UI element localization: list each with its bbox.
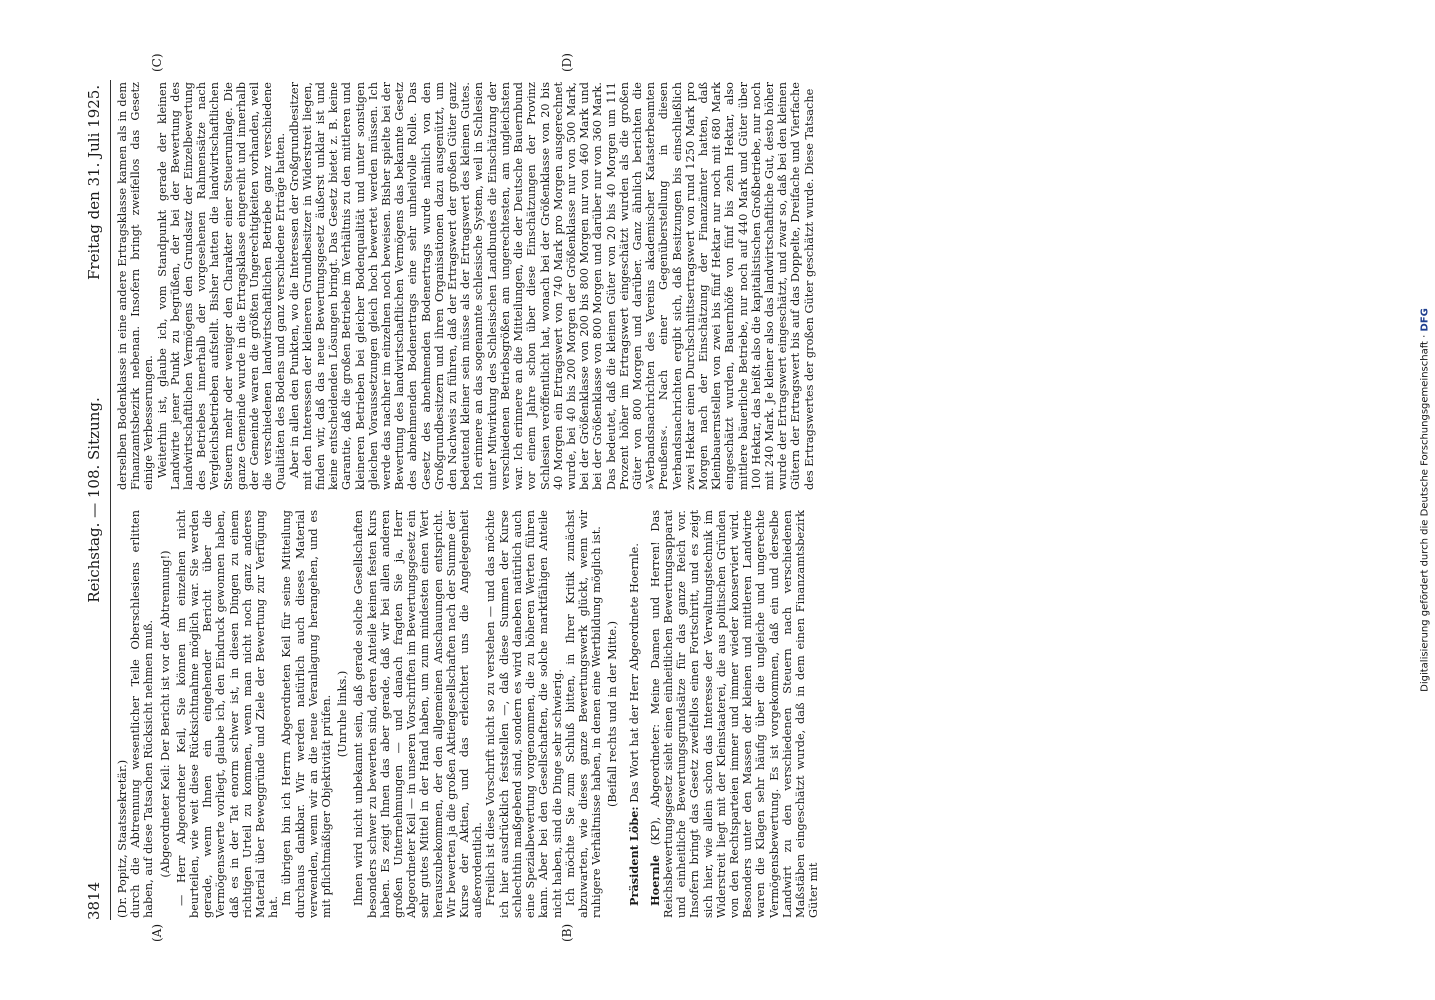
paragraph: Im übrigen bin ich Herrn Abgeordneten Keil für seine Mitteilung durchaus dankbar. Wir werden natürlich auch dieses Material verwenden, wenn wir an die neue Veranlagung herangehen, und es mit pflichtmäßiger Objektivität prüfen. [280, 510, 334, 918]
speaker-prefix: (Dr. Popitz, Staatssekretär.) [116, 759, 129, 918]
speaker-name: Präsident Löbe: [626, 806, 641, 906]
paragraph: Aber in allen den Punkten, wo die Interessen der Großgrundbesitzer mit den Interessen der kleineren Grundbesitzer in Widerstreit liegen, finden wir, daß das neue Bewertungsgesetz äußerst unklar ist und keine entscheidenden Lösungen bringt. Das Gesetz bietet z. B. keine Garantie, daß die großen Betriebe im Verhältnis zu den mittleren und kleineren Betrieben bei gleicher Bodenqualität und unter sonstigen gleichen Voraussetzungen gleich hoch bewertet werden müssen. Ich werde das nachher im einzelnen noch beweisen. Bisher spielte bei der Bewertung des landwirtschaftlichen Vermögens das bekannte Gesetz des abnehmenden Bodenertrags eine sehr unheilvolle Rolle. Das Gesetz des abnehmenden Bodenertrags wurde nämlich von den Großgrundbesitzern und ihren Organisationen dazu ausgenützt, um den Nachweis zu führen, daß der Ertragswert der großen Güter ganz bedeutend kleiner sein müsse als der Ertragswert des kleinen Gutes. Ich erinnere an das sogenannte schlesische System, weil in Schlesien unter Mitwirkung des Schlesischen Landbundes die Einschätzung der verschiedenen Betriebsgrößen am ungerechtesten, am ungleichsten war. Ich erinnere an die Mitteilungen, die der Deutsche Bauernbund vor einem Jahre schon über diese Einschätzungen der Provinz Schlesien veröffentlicht hat, wonach bei der Größenklasse von 20 bis 40 Morgen ein Ertragswert von 740 Mark pro Morgen ausgerechnet wurde, bei 40 bis 200 Morgen der Größenklasse nur von 500 Mark, bei der Größenklasse von 200 bis 800 Morgen nur von 460 Mark und bei der Größenklasse von 800 Morgen und darüber nur von 360 Mark. Das bedeutet, daß die kleinen Güter von 20 bis 40 Morgen um 111 Prozent höher im Ertragswert eingeschätzt wurden als die großen Güter von 800 Morgen und darüber. Ganz ähnlich berichten die »Verbandsnachrichten des Vereins akademischer Katasterbeamten Preußens«. Nach einer Gegenüberstellung in diesen Verbandsnachrichten ergibt sich, daß Besitzungen bis einschließlich zwei Hektar einen Durchschnittsertragswert von rund 1250 Mark pro Morgen nach der Einschätzung der Finanzämter hatten, daß Kleinbauernstellen von zwei bis fünf Hektar nur noch mit 680 Mark eingeschätzt wurden, Bauernhöfe von fünf bis zehn Hektar, also mittlere bäuerliche Betriebe, nur noch auf 440 Mark und Güter über 100 Hektar, das heißt also die kapitalistischen Großbetriebe, nur noch mit 240 Mark. Je kleiner also das landwirtschaftliche Gut, desto höher wurde der Ertragswert eingeschätzt, und zwar so, daß bei den kleinen Gütern der Ertragswert bis auf das Doppelte, Dreifache und Vierfache des Ertragswertes der großen Güter geschätzt wurde. Diese Tatsache [287, 82, 816, 490]
dfg-logo: DFG [1419, 308, 1431, 332]
digitization-credit: Digitalisierung gefördert durch die Deutsche Forschungsgemeinschaft · DFG [1419, 308, 1431, 692]
text-column-right [116, 82, 816, 490]
speaker-name: Hoernle [647, 854, 662, 906]
session-title: Reichstag. — 108. Sitzung. [85, 397, 103, 603]
interjection: (Beifall rechts und in der Mitte.) [606, 620, 620, 808]
page-number: 3814 [85, 881, 103, 920]
statement-text: Das Wort hat der Herr Abgeordnete Hoernle. [627, 543, 641, 803]
speech-text: (KP), Abgeordneter: Meine Damen und Herren! Das Reichsbewertungsgesetz sieht einen einheitlichen Bewertungsapparat und einheitliche Bewertungsgrundsätze für das ganze Reich vor. Insofern bringt das Gesetz zweifellos einen Fortschritt, und es zeigt sich hier, wie allein schon das Interesse der Verwaltungstechnik im Widerstreit liegt mit der Kleinstaaterei, die aus politischen Gründen von den Rechtsparteien immer und immer wieder konserviert wird. Besonders unter den Massen der kleinen und mittleren Landwirte waren die Klagen sehr häufig über die ungleiche und ungerechte Vermögensbewertung. Es ist vorgekommen, daß ein und derselbe Landwirt zu den verschiedenen Steuern nach verschiedenen Maßstäben eingeschätzt wurde, daß in dem einen Finanzamtsbezirk Güter mit [648, 510, 821, 918]
text-column-left [116, 510, 886, 918]
margin-marker-a: (A) [150, 923, 164, 942]
interjection: (Abgeordneter Keil: Der Bericht ist vor der Abtrennung!) [158, 550, 172, 878]
paragraph: Weiterhin ist, glaube ich, vom Standpunkt gerade der kleinen Landwirte jener Punkt zu begrüßen, der bei der Bewertung des landwirtschaftlichen Vermögens den Grundsatz der Einzelbewertung des Betriebes innerhalb der vorgesehenen Rahmensätze nach Vergleichsbetrieben aufstellt. Bisher hatten die landwirtschaftlichen Steuern mehr oder weniger den Charakter einer Steuerumlage. Die ganze Gemeinde wurde in die Ertragsklasse eingereiht und innerhalb der Gemeinde waren die größten Ungerechtigkeiten vorhanden, weil die verschiedenen landwirtschaftlichen Betriebe ganz verschiedene Qualitäten des Bodens und ganz verschiedene Erträge hatten. [155, 82, 288, 490]
header-rule [110, 80, 111, 920]
paragraph: Ihnen wird nicht unbekannt sein, daß gerade solche Gesellschaften besonders schwer zu bewerten sind, deren Anteile keinen festen Kurs haben. Es zeigt Ihnen das aber gerade, daß wir bei allen anderen großen Unternehmungen — und danach fragten Sie ja, Herr Abgeordneter Keil — in unseren Vorschriften im Bewertungsgesetz ein sehr gutes Mittel in der Hand haben, um zum mindesten einen Wert herauszubekommen, der den allgemeinen Anschauungen entspricht. Wir bewerten ja die großen Aktiengesellschaften nach der Summe der Kurse der Aktien, und das erleichtert uns die Angelegenheit außerordentlich. [352, 510, 485, 918]
page-header [85, 80, 109, 920]
paragraph: Freilich ist diese Vorschrift nicht so zu verstehen — und das möchte ich hier ausdrücklich feststellen —, daß diese Summen der Kurse schlechthin maßgebend sind, sondern es wird daneben natürlich auch eine Spezialbewertung vorgenommen, die zu höheren Werten führen kann. Aber bei den Gesellschaften, die solche marktfähigen Anteile nicht haben, sind die Dinge sehr schwierig. [484, 510, 564, 918]
paragraph: — Herr Abgeordneter Keil, Sie können im einzelnen nicht beurteilen, wie weit diese Rücksichtnahme möglich war. Sie werden gerade, wenn Ihnen ein eingehender Bericht über die Vermögenswerte vorliegt, glaube ich, den Eindruck gewonnen haben, daß es in der Tat enorm schwer ist, in diesen Dingen zu einem richtigen Urteil zu kommen, wenn man nicht noch ganz anderes Material über Beweggründe und Ziele der Bewertung zur Verfügung hat. [174, 510, 281, 918]
interjection: (Unruhe links.) [336, 670, 350, 758]
paragraph: Ich möchte Sie zum Schluß bitten, in Ihrer Kritik zunächst abzuwarten, wie dieses ganze Bewertungswerk glückt, wenn wir ruhigere Verhältnisse haben, in denen eine Wertbildung möglich ist. [563, 510, 604, 918]
margin-marker-b: (B) [560, 923, 574, 942]
paragraph: durch die Abtrennung wesentlicher Teile Oberschlesiens erlitten haben, auf diese Tatsachen Rücksicht nehmen muß. [129, 510, 156, 918]
paragraph: derselben Bodenklasse in eine andere Ertragsklasse kamen als in dem Finanzamtsbezirk nebenan. Insofern bringt zweifellos das Gesetz einige Verbesserungen. [116, 82, 156, 490]
president-statement [628, 510, 641, 918]
session-date: Freitag den 31. Juli 1925. [85, 84, 103, 280]
margin-marker-c: (C) [150, 53, 164, 72]
credit-text: Digitalisierung gefördert durch die Deutsche Forschungsgemeinschaft [1419, 341, 1431, 692]
margin-marker-d: (D) [560, 53, 574, 72]
hoernle-speech [649, 510, 821, 918]
